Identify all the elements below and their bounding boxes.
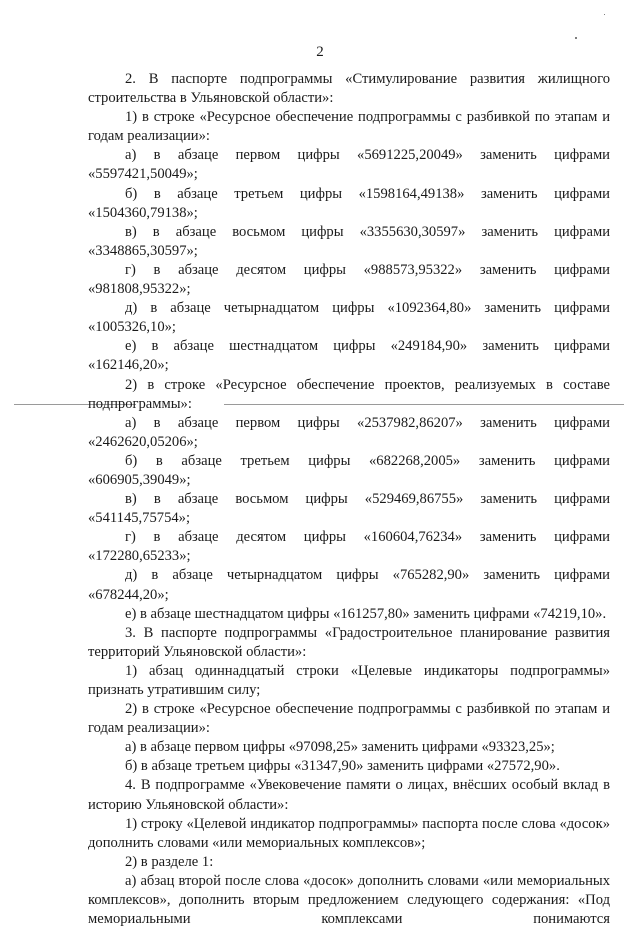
paragraph: 1) в строке «Ресурсное обеспечение подпрограммы с разбивкой по этапам и годам реализации»: <box>88 109 610 145</box>
paragraph: а) в абзаце первом цифры «2537982,86207» заменить цифрами «2462620,05206»; <box>88 414 610 450</box>
page-number: 2 <box>316 44 324 60</box>
paragraph: 1) строку «Целевой индикатор подпрограммы» паспорта после слова «досок» дополнить словами «или мемориальных комплексов»; <box>88 815 610 851</box>
document-body <box>88 70 610 929</box>
paragraph: а) в абзаце первом цифры «5691225,20049» заменить цифрами «5597421,50049»; <box>88 147 610 183</box>
paragraph: д) в абзаце четырнадцатом цифры «1092364,80» заменить цифрами «1005326,10»; <box>88 300 610 336</box>
paragraph: 2) в строке «Ресурсное обеспечение подпрограммы с разбивкой по этапам и годам реализации»: <box>88 701 610 737</box>
paragraph: б) в абзаце третьем цифры «682268,2005» заменить цифрами «606905,39049»; <box>88 452 610 488</box>
paragraph: 4. В подпрограмме «Увековечение памяти о лицах, внёсших особый вклад в историю Ульяновской области»: <box>88 777 610 813</box>
paragraph: б) в абзаце третьем цифры «1598164,49138» заменить цифрами «1504360,79138»; <box>88 185 610 221</box>
paragraph: е) в абзаце шестнадцатом цифры «161257,80» заменить цифрами «74219,10». <box>125 605 607 622</box>
paragraph: г) в абзаце десятом цифры «160604,76234» заменить цифрами «172280,65233»; <box>88 529 610 565</box>
paragraph: 2. В паспорте подпрограммы «Стимулирование развития жилищного строительства в Ульяновской области»: <box>88 71 610 107</box>
paragraph: а) абзац второй после слова «досок» дополнить словами «или мемориальных комплексов», дополнить вторым предложением следующего содержания: «Под мемориальными комплексами понимаются <box>88 872 610 928</box>
paragraph: 1) абзац одиннадцатый строки «Целевые индикаторы подпрограммы» признать утратившим силу; <box>88 662 610 698</box>
scan-speck <box>575 37 577 39</box>
paragraph: г) в абзаце десятом цифры «988573,95322» заменить цифрами «981808,95322»; <box>88 261 610 298</box>
paragraph: 3. В паспорте подпрограммы «Градостроительное планирование развития территорий Ульяновской области»: <box>88 624 610 660</box>
paragraph: в) в абзаце восьмом цифры «529469,86755» заменить цифрами «541145,75754»; <box>88 491 610 527</box>
paragraph: д) в абзаце четырнадцатом цифры «765282,90» заменить цифрами «678244,20»; <box>88 567 610 603</box>
paragraph: а) в абзаце первом цифры «97098,25» заменить цифрами «93323,25»; <box>125 739 555 756</box>
paragraph: 2) в строке «Ресурсное обеспечение проектов, реализуемых в составе подпрограммы»: <box>88 376 610 412</box>
paragraph: в) в абзаце восьмом цифры «3355630,30597» заменить цифрами «3348865,30597»; <box>88 223 610 259</box>
scan-speck <box>604 14 605 15</box>
paragraph: 2) в разделе 1: <box>125 853 214 870</box>
paragraph: е) в абзаце шестнадцатом цифры «249184,90» заменить цифрами «162146,20»; <box>88 338 610 374</box>
paragraph: б) в абзаце третьем цифры «31347,90» заменить цифрами «27572,90». <box>125 758 560 775</box>
